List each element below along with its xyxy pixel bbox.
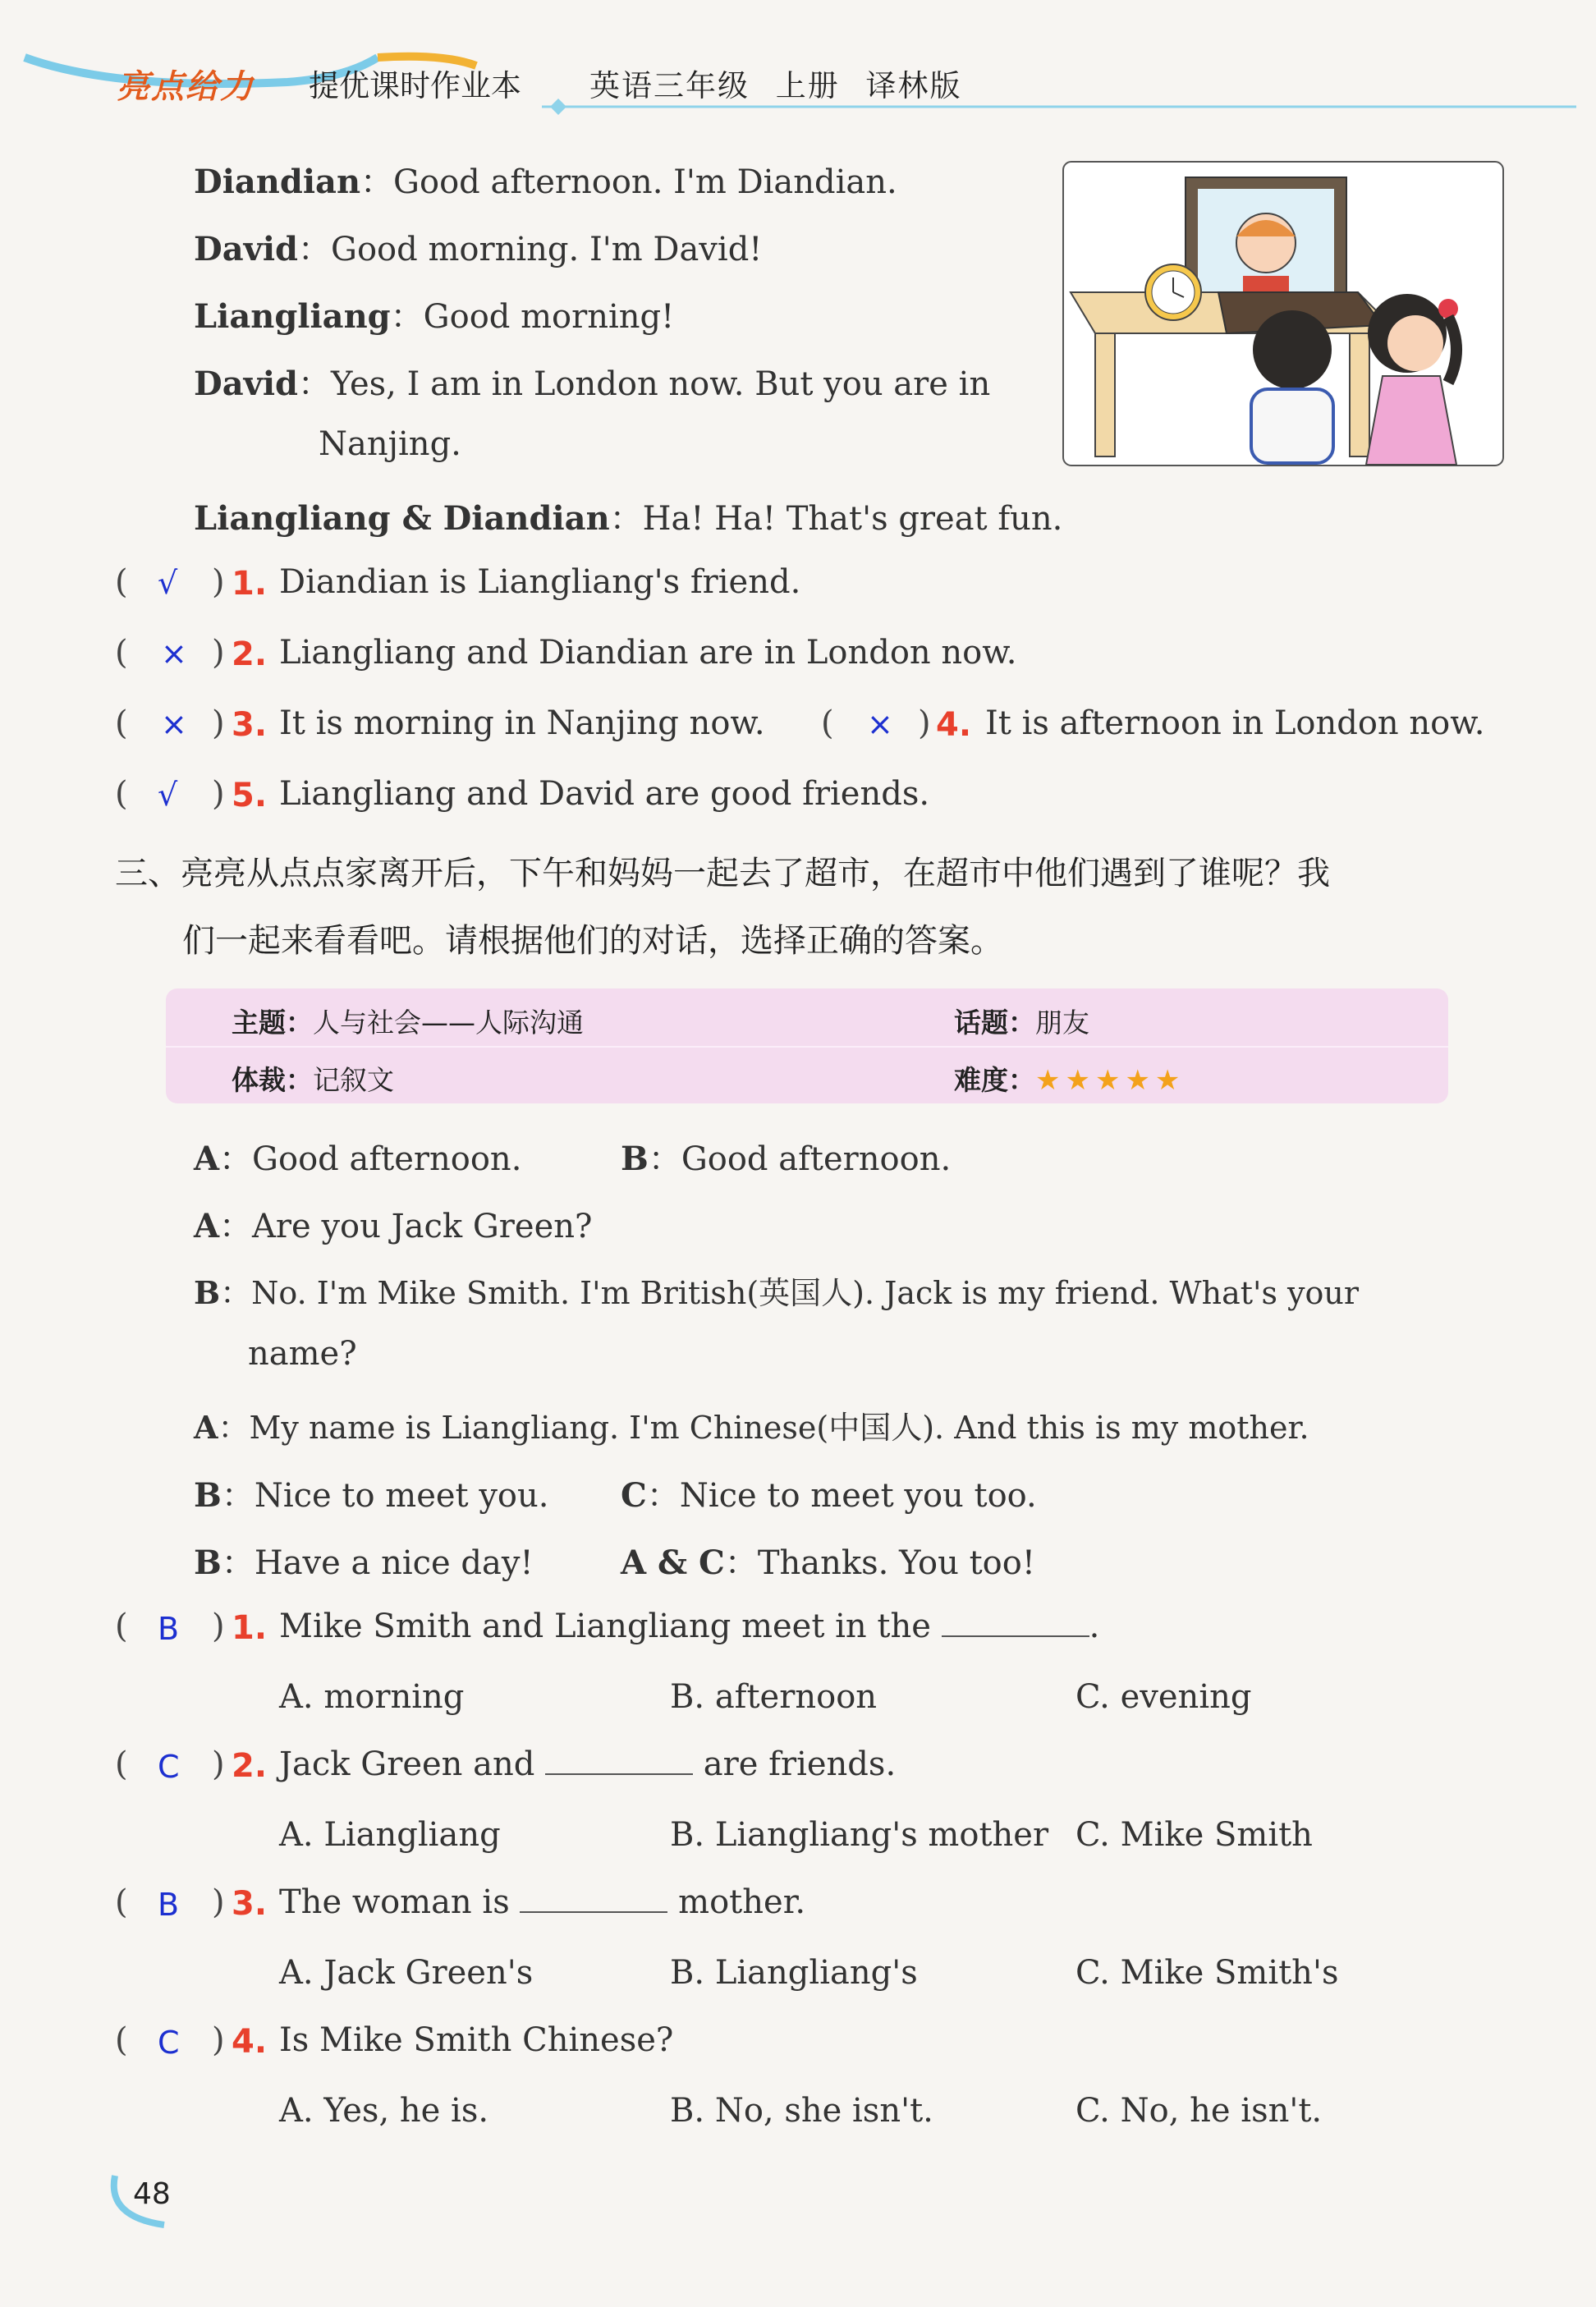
question-number: 1. (232, 1609, 268, 1647)
topic-row (954, 1002, 1089, 1040)
answer-blank (942, 1608, 1089, 1637)
dialogue2-line: B：Have a nice day! (194, 1543, 534, 1582)
question-number: 2. (232, 635, 268, 673)
book-meta: 英语三年级 上册 译林版 (589, 68, 962, 103)
dialogue-text: Thanks. You too! (757, 1544, 1035, 1582)
option-b: B. No, she isn't. (670, 2092, 933, 2130)
difficulty-label: 难度： (954, 1064, 1035, 1096)
answer-blank (545, 1745, 693, 1775)
theme-label: 主题： (232, 1007, 313, 1039)
dialogue2-line: B：No. I'm Mike Smith. I'm British(英国人). Jack is my friend. What's your (194, 1274, 1360, 1311)
speaker-name: Liangliang & Diandian (194, 499, 610, 538)
option-c: C. evening (1075, 1678, 1252, 1716)
question-text: Jack Green and are friends. (279, 1745, 897, 1783)
difficulty-stars: ★★★★★ (1035, 1064, 1186, 1097)
question-number: 4. (232, 2023, 268, 2061)
question-number: 1. (232, 565, 268, 603)
option-b: B. Liangliang's (670, 1954, 918, 1992)
dialogue2-line: A & C：Thanks. You too! (621, 1543, 1035, 1582)
question-number: 5. (232, 777, 268, 814)
question-number: 2. (232, 1747, 268, 1785)
answer-mark: × (867, 706, 893, 742)
dialogue2-line: A：Good afternoon. (194, 1140, 522, 1178)
dialogue2-line: A：My name is Liangliang. I'm Chinese(中国人). And this is my mother. (194, 1409, 1309, 1446)
video-call-illustration (1062, 161, 1506, 468)
answer-mark: √ (158, 565, 178, 601)
dialogue-text: Nice to meet you too. (679, 1477, 1037, 1515)
answer-letter: B (158, 1611, 180, 1647)
question-number: 3. (232, 1885, 268, 1923)
speaker-name: Diandian (194, 163, 361, 201)
option-c: C. Mike Smith (1075, 1816, 1313, 1854)
answer-mark: × (161, 706, 187, 742)
question-text: Liangliang and David are good friends. (279, 775, 930, 813)
dialogue2-line: C：Nice to meet you too. (621, 1476, 1037, 1515)
speaker-name: Liangliang (194, 297, 391, 336)
speaker-name: B (194, 1476, 222, 1515)
section-title: 三、亮亮从点点家离开后，下午和妈妈一起去了超市，在超市中他们遇到了谁呢？我 (115, 855, 1330, 892)
question-text: Liangliang and Diandian are in London now. (279, 634, 1017, 672)
answer-letter: C (158, 2025, 180, 2061)
speaker-name: A (194, 1140, 220, 1178)
dialogue1-line: David：Yes, I am in London now. But you are in (194, 365, 991, 403)
dialogue-text: Good afternoon. I'm Diandian. (393, 163, 897, 201)
difficulty-row (954, 1059, 1185, 1098)
dialogue1-line: Liangliang：Good morning! (194, 297, 675, 336)
dialogue-text: Are you Jack Green? (252, 1208, 593, 1245)
option-c: C. Mike Smith's (1075, 1954, 1339, 1992)
theme-value: 人与社会——人际沟通 (313, 1007, 584, 1039)
speaker-name: A & C (621, 1543, 725, 1582)
option-c: C. No, he isn't. (1075, 2092, 1323, 2130)
brand-title: 亮点给力 (117, 68, 255, 106)
answer-letter: B (158, 1887, 180, 1923)
dialogue1-line: Diandian：Good afternoon. I'm Diandian. (194, 163, 897, 201)
option-b: B. afternoon (670, 1678, 878, 1716)
dialogue2-line: A：Are you Jack Green? (194, 1207, 593, 1245)
question-text: Is Mike Smith Chinese? (279, 2021, 674, 2059)
genre-label: 体裁： (232, 1064, 313, 1096)
dialogue2-line: B：Nice to meet you. (194, 1476, 549, 1515)
question-number: 3. (232, 706, 268, 744)
speaker-name: A (194, 1409, 218, 1446)
option-a: A. Jack Green's (279, 1954, 534, 1992)
option-b: B. Liangliang's mother (670, 1816, 1049, 1854)
dialogue1-line (319, 425, 461, 463)
dialogue-text: Have a nice day! (254, 1544, 534, 1582)
speaker-name: David (194, 230, 299, 268)
option-a: A. morning (279, 1678, 465, 1716)
genre-row (232, 1059, 394, 1098)
question-text: Mike Smith and Liangliang meet in the . (279, 1608, 1100, 1645)
speaker-name: B (621, 1140, 649, 1178)
speaker-name: David (194, 365, 299, 403)
dialogue-text: Good morning! (423, 298, 675, 336)
question-text: It is afternoon in London now. (985, 704, 1485, 742)
option-a: A. Liangliang (279, 1816, 501, 1854)
answer-letter: C (158, 1749, 180, 1785)
answer-mark: × (161, 635, 187, 672)
topic-info-box (166, 988, 1448, 1103)
answer-blank (520, 1883, 667, 1913)
speaker-name: C (621, 1476, 647, 1515)
page-number: 48 (133, 2177, 171, 2211)
dialogue-text: Nice to meet you. (254, 1477, 549, 1515)
theme-row (232, 1002, 584, 1040)
dialogue-text: Good morning. I'm David! (331, 231, 763, 268)
section-title: 们一起来看看吧。请根据他们的对话，选择正确的答案。 (182, 922, 1003, 960)
dialogue1-line: David：Good morning. I'm David! (194, 230, 763, 268)
answer-mark: √ (158, 777, 178, 813)
dialogue-text: Nanjing. (319, 425, 461, 463)
question-number: 4. (936, 706, 972, 744)
speaker-name: B (194, 1543, 222, 1582)
dialogue-text: name? (248, 1335, 357, 1373)
dialogue-text: Ha! Ha! That's great fun. (642, 500, 1063, 538)
book-subtitle: 提优课时作业本 (309, 68, 521, 103)
speaker-name: B (194, 1274, 221, 1311)
question-text: It is morning in Nanjing now. (279, 704, 765, 742)
dialogue1-line: Liangliang & Diandian：Ha! Ha! That's great fun. (194, 499, 1063, 538)
dialogue-text: My name is Liangliang. I'm Chinese(中国人). And this is my mother. (249, 1410, 1309, 1446)
question-text: The woman is mother. (279, 1883, 806, 1921)
dialogue2-line: B：Good afternoon. (621, 1140, 952, 1178)
option-a: A. Yes, he is. (279, 2092, 489, 2130)
dialogue-text: Yes, I am in London now. But you are in (331, 365, 991, 403)
dialogue-text: No. I'm Mike Smith. I'm British(英国人). Jack is my friend. What's your (251, 1275, 1360, 1311)
topic-label: 话题： (954, 1007, 1035, 1039)
dialogue-text: Good afternoon. (681, 1140, 952, 1178)
genre-value: 记叙文 (313, 1064, 394, 1096)
speaker-name: A (194, 1207, 220, 1245)
topic-value: 朋友 (1035, 1007, 1089, 1039)
dialogue-text: Good afternoon. (252, 1140, 522, 1178)
question-text: Diandian is Liangliang's friend. (279, 563, 801, 601)
dialogue2-line (248, 1335, 357, 1373)
